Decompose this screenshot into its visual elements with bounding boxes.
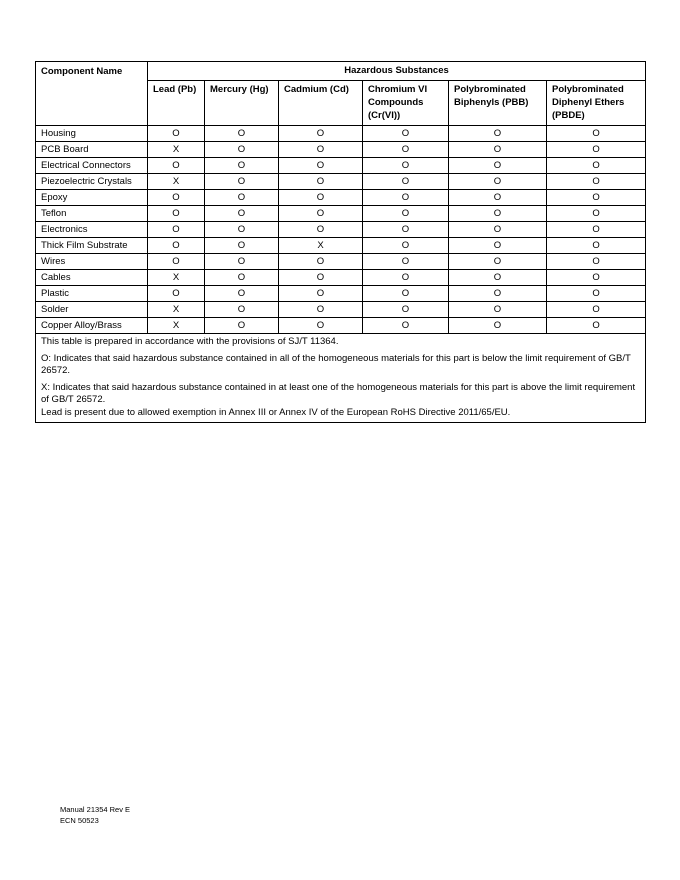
substance-indicator-cell: O: [363, 206, 449, 222]
substance-indicator-cell: O: [148, 238, 205, 254]
substance-indicator-cell: O: [148, 286, 205, 302]
table-row: [36, 142, 646, 158]
substance-indicator-cell: O: [148, 222, 205, 238]
substance-indicator-cell: O: [363, 286, 449, 302]
substance-indicator-cell: O: [547, 302, 646, 318]
substance-indicator-cell: O: [148, 158, 205, 174]
substance-indicator-cell: O: [449, 142, 547, 158]
note-x-indicator: X: Indicates that said hazardous substance contained in at least one of the homogeneous materials for this part is above the limit requirement of GB/T 26572.: [41, 381, 636, 405]
component-name-cell: Electronics: [36, 222, 148, 238]
table-body: [36, 126, 646, 334]
substance-indicator-cell: O: [363, 190, 449, 206]
substance-indicator-cell: O: [205, 142, 279, 158]
substance-indicator-cell: O: [449, 158, 547, 174]
substance-indicator-cell: O: [279, 254, 363, 270]
table-row: [36, 222, 646, 238]
substance-indicator-cell: O: [148, 190, 205, 206]
column-header-pbde: Polybrominated Diphenyl Ethers (PBDE): [547, 81, 646, 126]
substance-indicator-cell: O: [547, 174, 646, 190]
substance-indicator-cell: O: [547, 190, 646, 206]
table-row: [36, 158, 646, 174]
note-prepared: This table is prepared in accordance with the provisions of SJ/T 11364.: [41, 336, 339, 347]
component-name-cell: Cables: [36, 270, 148, 286]
substance-indicator-cell: O: [449, 302, 547, 318]
substance-indicator-cell: O: [547, 158, 646, 174]
substance-indicator-cell: O: [205, 158, 279, 174]
substance-indicator-cell: O: [205, 206, 279, 222]
substance-indicator-cell: O: [279, 222, 363, 238]
substance-indicator-cell: O: [205, 238, 279, 254]
component-name-cell: Plastic: [36, 286, 148, 302]
substance-indicator-cell: O: [449, 190, 547, 206]
substance-indicator-cell: O: [363, 222, 449, 238]
substance-indicator-cell: O: [547, 142, 646, 158]
substance-indicator-cell: O: [547, 126, 646, 142]
column-header-chromium: Chromium VI Compounds (Cr(VI)): [363, 81, 449, 126]
substance-indicator-cell: O: [449, 238, 547, 254]
substance-indicator-cell: O: [205, 222, 279, 238]
table-row: [36, 190, 646, 206]
table-notes: [36, 334, 646, 423]
substance-indicator-cell: O: [279, 286, 363, 302]
substance-indicator-cell: O: [205, 270, 279, 286]
table-row: [36, 238, 646, 254]
substance-indicator-cell: O: [547, 318, 646, 334]
table-row: [36, 270, 646, 286]
table-row: [36, 174, 646, 190]
substance-indicator-cell: O: [205, 126, 279, 142]
column-header-cadmium: Cadmium (Cd): [279, 81, 363, 126]
component-name-cell: Thick Film Substrate: [36, 238, 148, 254]
hazardous-substances-table: [35, 61, 646, 423]
substance-indicator-cell: O: [148, 254, 205, 270]
substance-indicator-cell: O: [363, 158, 449, 174]
substance-indicator-cell: O: [363, 126, 449, 142]
table-row: [36, 318, 646, 334]
substance-indicator-cell: O: [449, 206, 547, 222]
substance-indicator-cell: O: [205, 254, 279, 270]
column-header-mercury: Mercury (Hg): [205, 81, 279, 126]
note-o-indicator: O: Indicates that said hazardous substance contained in all of the homogeneous materials for this part is below the limit requirement of GB/T 26572.: [41, 352, 631, 376]
substance-indicator-cell: O: [449, 174, 547, 190]
ecn-number: ECN 50523: [60, 816, 99, 825]
substance-indicator-cell: O: [547, 206, 646, 222]
substance-indicator-cell: O: [363, 302, 449, 318]
substance-indicator-cell: O: [449, 286, 547, 302]
substance-indicator-cell: O: [547, 254, 646, 270]
substance-indicator-cell: X: [148, 142, 205, 158]
substance-indicator-cell: X: [279, 238, 363, 254]
component-name-header: Component Name: [36, 62, 148, 126]
substance-indicator-cell: O: [547, 286, 646, 302]
column-header-lead: Lead (Pb): [148, 81, 205, 126]
table-row: [36, 206, 646, 222]
substance-indicator-cell: X: [148, 318, 205, 334]
substance-indicator-cell: O: [279, 206, 363, 222]
substance-indicator-cell: O: [547, 238, 646, 254]
component-name-cell: Epoxy: [36, 190, 148, 206]
component-name-cell: Solder: [36, 302, 148, 318]
substance-indicator-cell: O: [279, 318, 363, 334]
table-row: [36, 286, 646, 302]
substance-indicator-cell: O: [148, 126, 205, 142]
substance-indicator-cell: O: [279, 158, 363, 174]
substance-indicator-cell: O: [279, 190, 363, 206]
table-row: [36, 254, 646, 270]
substance-indicator-cell: O: [363, 238, 449, 254]
table-row: [36, 126, 646, 142]
substance-indicator-cell: O: [449, 270, 547, 286]
substance-indicator-cell: X: [148, 174, 205, 190]
component-name-cell: Housing: [36, 126, 148, 142]
substance-indicator-cell: O: [363, 318, 449, 334]
substance-indicator-cell: O: [363, 174, 449, 190]
substance-indicator-cell: O: [547, 270, 646, 286]
substance-indicator-cell: O: [205, 318, 279, 334]
component-name-cell: PCB Board: [36, 142, 148, 158]
substance-indicator-cell: O: [205, 174, 279, 190]
component-name-cell: Electrical Connectors: [36, 158, 148, 174]
component-name-cell: Teflon: [36, 206, 148, 222]
page-footer: [60, 804, 130, 826]
substance-indicator-cell: O: [148, 206, 205, 222]
substance-indicator-cell: O: [279, 302, 363, 318]
substance-indicator-cell: O: [205, 190, 279, 206]
component-name-cell: Piezoelectric Crystals: [36, 174, 148, 190]
substance-indicator-cell: O: [363, 142, 449, 158]
substance-indicator-cell: O: [279, 270, 363, 286]
substance-indicator-cell: O: [449, 318, 547, 334]
substance-indicator-cell: O: [279, 126, 363, 142]
substance-indicator-cell: O: [363, 270, 449, 286]
substance-indicator-cell: O: [547, 222, 646, 238]
table-row: [36, 302, 646, 318]
substance-indicator-cell: O: [205, 302, 279, 318]
substance-indicator-cell: O: [449, 254, 547, 270]
component-name-cell: Copper Alloy/Brass: [36, 318, 148, 334]
column-header-pbb: Polybrominated Biphenyls (PBB): [449, 81, 547, 126]
manual-number: Manual 21354 Rev E: [60, 805, 131, 814]
substance-indicator-cell: O: [205, 286, 279, 302]
note-lead-exemption: Lead is present due to allowed exemption in Annex III or Annex IV of the European RoHS Directive 2011/65/EU.: [41, 406, 511, 418]
substance-indicator-cell: O: [363, 254, 449, 270]
substance-indicator-cell: O: [449, 222, 547, 238]
substance-indicator-cell: X: [148, 270, 205, 286]
hazardous-substances-header: Hazardous Substances: [148, 62, 646, 81]
substance-indicator-cell: O: [279, 142, 363, 158]
component-name-cell: Wires: [36, 254, 148, 270]
substance-indicator-cell: X: [148, 302, 205, 318]
substance-indicator-cell: O: [279, 174, 363, 190]
substance-indicator-cell: O: [449, 126, 547, 142]
